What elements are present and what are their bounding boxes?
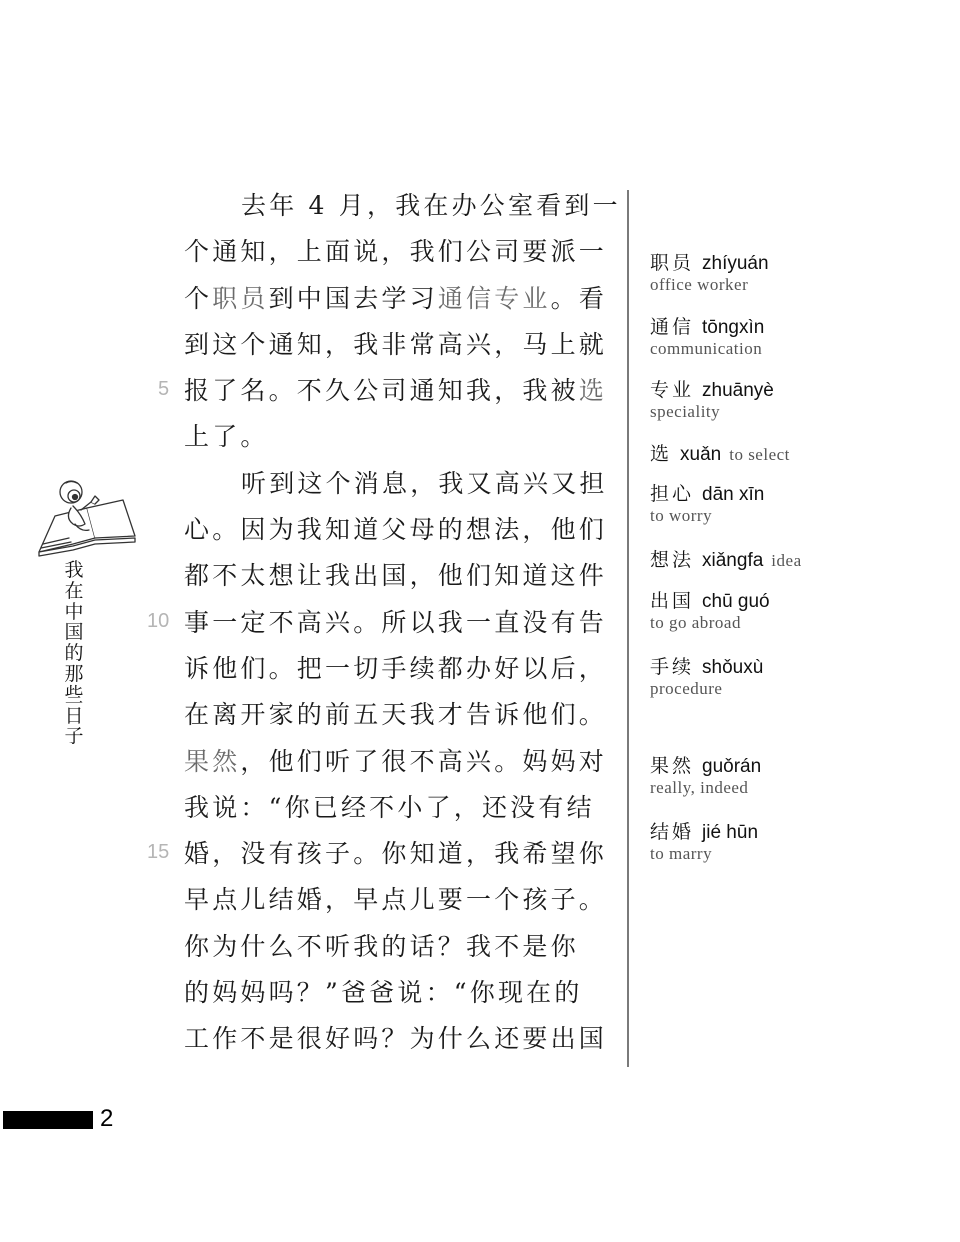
text-line <box>184 553 612 599</box>
glossary-hanzi: 通信 <box>650 316 695 338</box>
title-char: 日 <box>64 704 84 727</box>
glossary-headword <box>650 252 769 275</box>
glossary-hanzi: 果然 <box>650 755 695 777</box>
text-segment: 都不太想让我出国，他们知道这件 <box>184 561 608 591</box>
glossary-headword <box>650 483 764 506</box>
text-segment: 到中国去学习 <box>268 283 438 313</box>
glossary-entry <box>650 316 764 359</box>
glossed-word: 选 <box>578 376 608 406</box>
reading-figure-illustration-icon <box>35 478 140 560</box>
glossary-pinyin: zhuānyè <box>702 380 774 401</box>
glossary-meaning: office worker <box>650 275 749 294</box>
text-segment: 工作不是很好吗？为什么还要出国 <box>184 1024 608 1054</box>
glossary-pinyin: tōngxìn <box>702 317 765 338</box>
text-line <box>184 507 612 553</box>
text-segment: 的妈妈吗？”爸爸说：“你现在的 <box>184 978 583 1008</box>
glossary-entry <box>650 252 769 295</box>
text-line <box>184 785 612 831</box>
column-divider <box>627 190 629 1067</box>
text-line <box>184 183 621 229</box>
title-char: 中 <box>64 600 84 623</box>
glossary-entry <box>650 656 763 699</box>
text-line <box>184 831 612 877</box>
glossary-headword <box>650 379 774 402</box>
text-segment: 。看 <box>550 283 608 313</box>
glossed-word: 通信专业 <box>437 283 551 313</box>
text-segment: 个通知，上面说，我们公司要派一 <box>184 237 608 267</box>
glossary-pinyin: xiǎngfa <box>702 550 764 571</box>
title-char: 在 <box>64 579 84 602</box>
title-char: 的 <box>64 642 84 665</box>
text-segment: 诉他们。把一切手续都办好以后， <box>184 653 608 683</box>
text-segment: 到这个通知，我非常高兴，马上就 <box>184 329 608 359</box>
text-line <box>184 970 612 1016</box>
glossary-entry <box>650 549 802 572</box>
glossary-meaning: speciality <box>650 402 721 421</box>
glossary-hanzi: 选 <box>650 443 673 465</box>
main-text <box>184 183 621 1063</box>
glossary-meaning: to worry <box>650 506 713 525</box>
text-segment: 心。因为我知道父母的想法，他们 <box>184 515 608 545</box>
glossary-pinyin: chū guó <box>702 591 770 612</box>
glossed-word: 职员 <box>212 283 269 313</box>
glossary-hanzi: 出国 <box>650 590 695 612</box>
text-line <box>184 924 612 970</box>
title-char: 子 <box>64 725 84 748</box>
glossary-headword <box>650 590 770 613</box>
glossary-pinyin: xuǎn <box>680 444 722 465</box>
text-line <box>184 600 612 646</box>
page-number-bar <box>3 1111 93 1129</box>
glossary-meaning: to select <box>729 445 790 464</box>
text-line <box>184 229 612 275</box>
glossary-meaning: idea <box>771 551 802 570</box>
vertical-book-title <box>62 560 86 747</box>
text-segment: 在离开家的前五天我才告诉他们。 <box>184 700 608 730</box>
text-line <box>184 877 612 923</box>
text-segment: 事一定不高兴。所以我一直没有告 <box>184 607 608 637</box>
glossary-hanzi: 担心 <box>650 483 695 505</box>
glossary-meaning: really, indeed <box>650 778 749 797</box>
glossary-pinyin: shǒuxù <box>702 657 764 678</box>
glossary-entry <box>650 590 770 633</box>
text-segment: 报了名。不久公司通知我，我被 <box>184 376 579 406</box>
glossary-meaning: to go abroad <box>650 613 741 632</box>
glossary-entry <box>650 443 790 466</box>
glossary-pinyin: guǒrán <box>702 756 762 777</box>
glossary-pinyin: dān xīn <box>702 484 765 505</box>
text-line <box>184 461 612 507</box>
text-line <box>184 414 612 460</box>
text-segment: ，他们听了很不高兴。妈妈对 <box>240 746 608 776</box>
line-number: 10 <box>147 609 170 632</box>
glossary-meaning: to marry <box>650 844 713 863</box>
glossary-entry <box>650 483 764 526</box>
text-segment: 婚，没有孩子。你知道，我希望你 <box>184 839 608 869</box>
title-char: 国 <box>64 621 84 644</box>
text-line <box>184 692 612 738</box>
glossary-entry <box>650 755 761 798</box>
text-segment: 你为什么不听我的话？我不是你 <box>184 931 579 961</box>
text-segment: 上了。 <box>184 422 269 452</box>
title-char: 我 <box>64 559 84 581</box>
text-segment: 早点儿结婚，早点儿要一个孩子。 <box>184 885 608 915</box>
glossary-entry <box>650 821 758 864</box>
text-segment: 听到这个消息，我又高兴又 <box>241 468 580 498</box>
glossary-headword <box>650 755 761 778</box>
text-segment: 个 <box>184 283 213 313</box>
text-line <box>184 1016 612 1062</box>
glossary-pinyin: jié hūn <box>702 822 759 843</box>
line-number: 15 <box>147 841 170 864</box>
title-char: 些 <box>64 683 84 706</box>
text-line <box>184 368 612 414</box>
glossary-headword <box>650 443 790 466</box>
glossary-headword <box>650 821 758 844</box>
glossary-entry <box>650 379 774 422</box>
glossary-hanzi: 职员 <box>650 252 695 274</box>
text-line <box>184 322 612 368</box>
text-segment: 担 <box>579 468 608 498</box>
glossary-meaning: procedure <box>650 679 723 698</box>
glossary-hanzi: 手续 <box>650 656 695 678</box>
glossary-pinyin: zhíyuán <box>702 253 769 274</box>
page-number: 2 <box>100 1105 114 1132</box>
line-number: 5 <box>158 378 170 401</box>
glossary-meaning: communication <box>650 339 763 358</box>
glossary-hanzi: 结婚 <box>650 821 695 843</box>
text-line <box>184 739 612 785</box>
text-line <box>184 646 612 692</box>
title-char: 那 <box>64 662 84 685</box>
glossary-headword <box>650 316 764 339</box>
glossary-headword <box>650 656 763 679</box>
glossary-headword <box>650 549 802 572</box>
glossary-hanzi: 专业 <box>650 379 695 401</box>
text-segment: 我说：“你已经不小了，还没有结 <box>184 792 595 822</box>
text-segment: 去年 4 月，我在办公室看到一 <box>241 191 621 220</box>
glossed-word: 果然 <box>184 746 241 776</box>
glossary-hanzi: 想法 <box>650 549 695 571</box>
text-line <box>184 276 612 322</box>
